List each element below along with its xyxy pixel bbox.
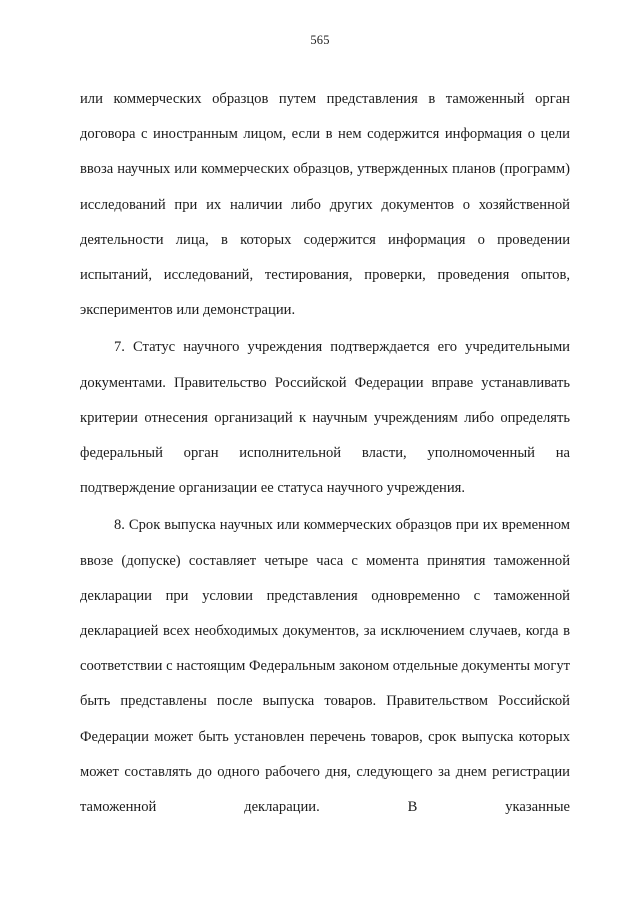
paragraph-item-8: 8. Срок выпуска научных или коммерческих образцов при их временном ввозе (допуске) составляет четыре часа с момента принятия таможенной декларации при условии представления одновременно с таможенной декларацией всех необходимых документов, за исключением случаев, когда в соответствии с настоящим Федеральным законом отдельные документы могут быть представлены после выпуска товаров. Правительством Российской Федерации может быть установлен перечень товаров, срок выпуска которых может составлять до одного рабочего дня, следующего за днем регистрации таможенной декларации. В указанные (80, 517, 570, 816)
page-number: 565 (310, 33, 330, 47)
paragraph-item-7: 7. Статус научного учреждения подтверждается его учредительными документами. Правительство Российской Федерации вправе устанавливать критерии отнесения организаций к научным учреждениям либо определять федеральный орган исполнительной власти, уполномоченный на подтверждение организации ее статуса научного учреждения. (80, 339, 570, 497)
document-body (80, 82, 570, 862)
paragraph-continued: или коммерческих образцов путем представления в таможенный орган договора с иностранным лицом, если в нем содержится информация о цели ввоза научных или коммерческих образцов, утвержденных планов (программ) исследований при их наличии либо других документов о хозяйственной деятельности лица, в которых содержится информация о проведении испытаний, исследований, тестирования, проверки, проведения опытов, экспериментов или демонстрации. (80, 91, 570, 319)
